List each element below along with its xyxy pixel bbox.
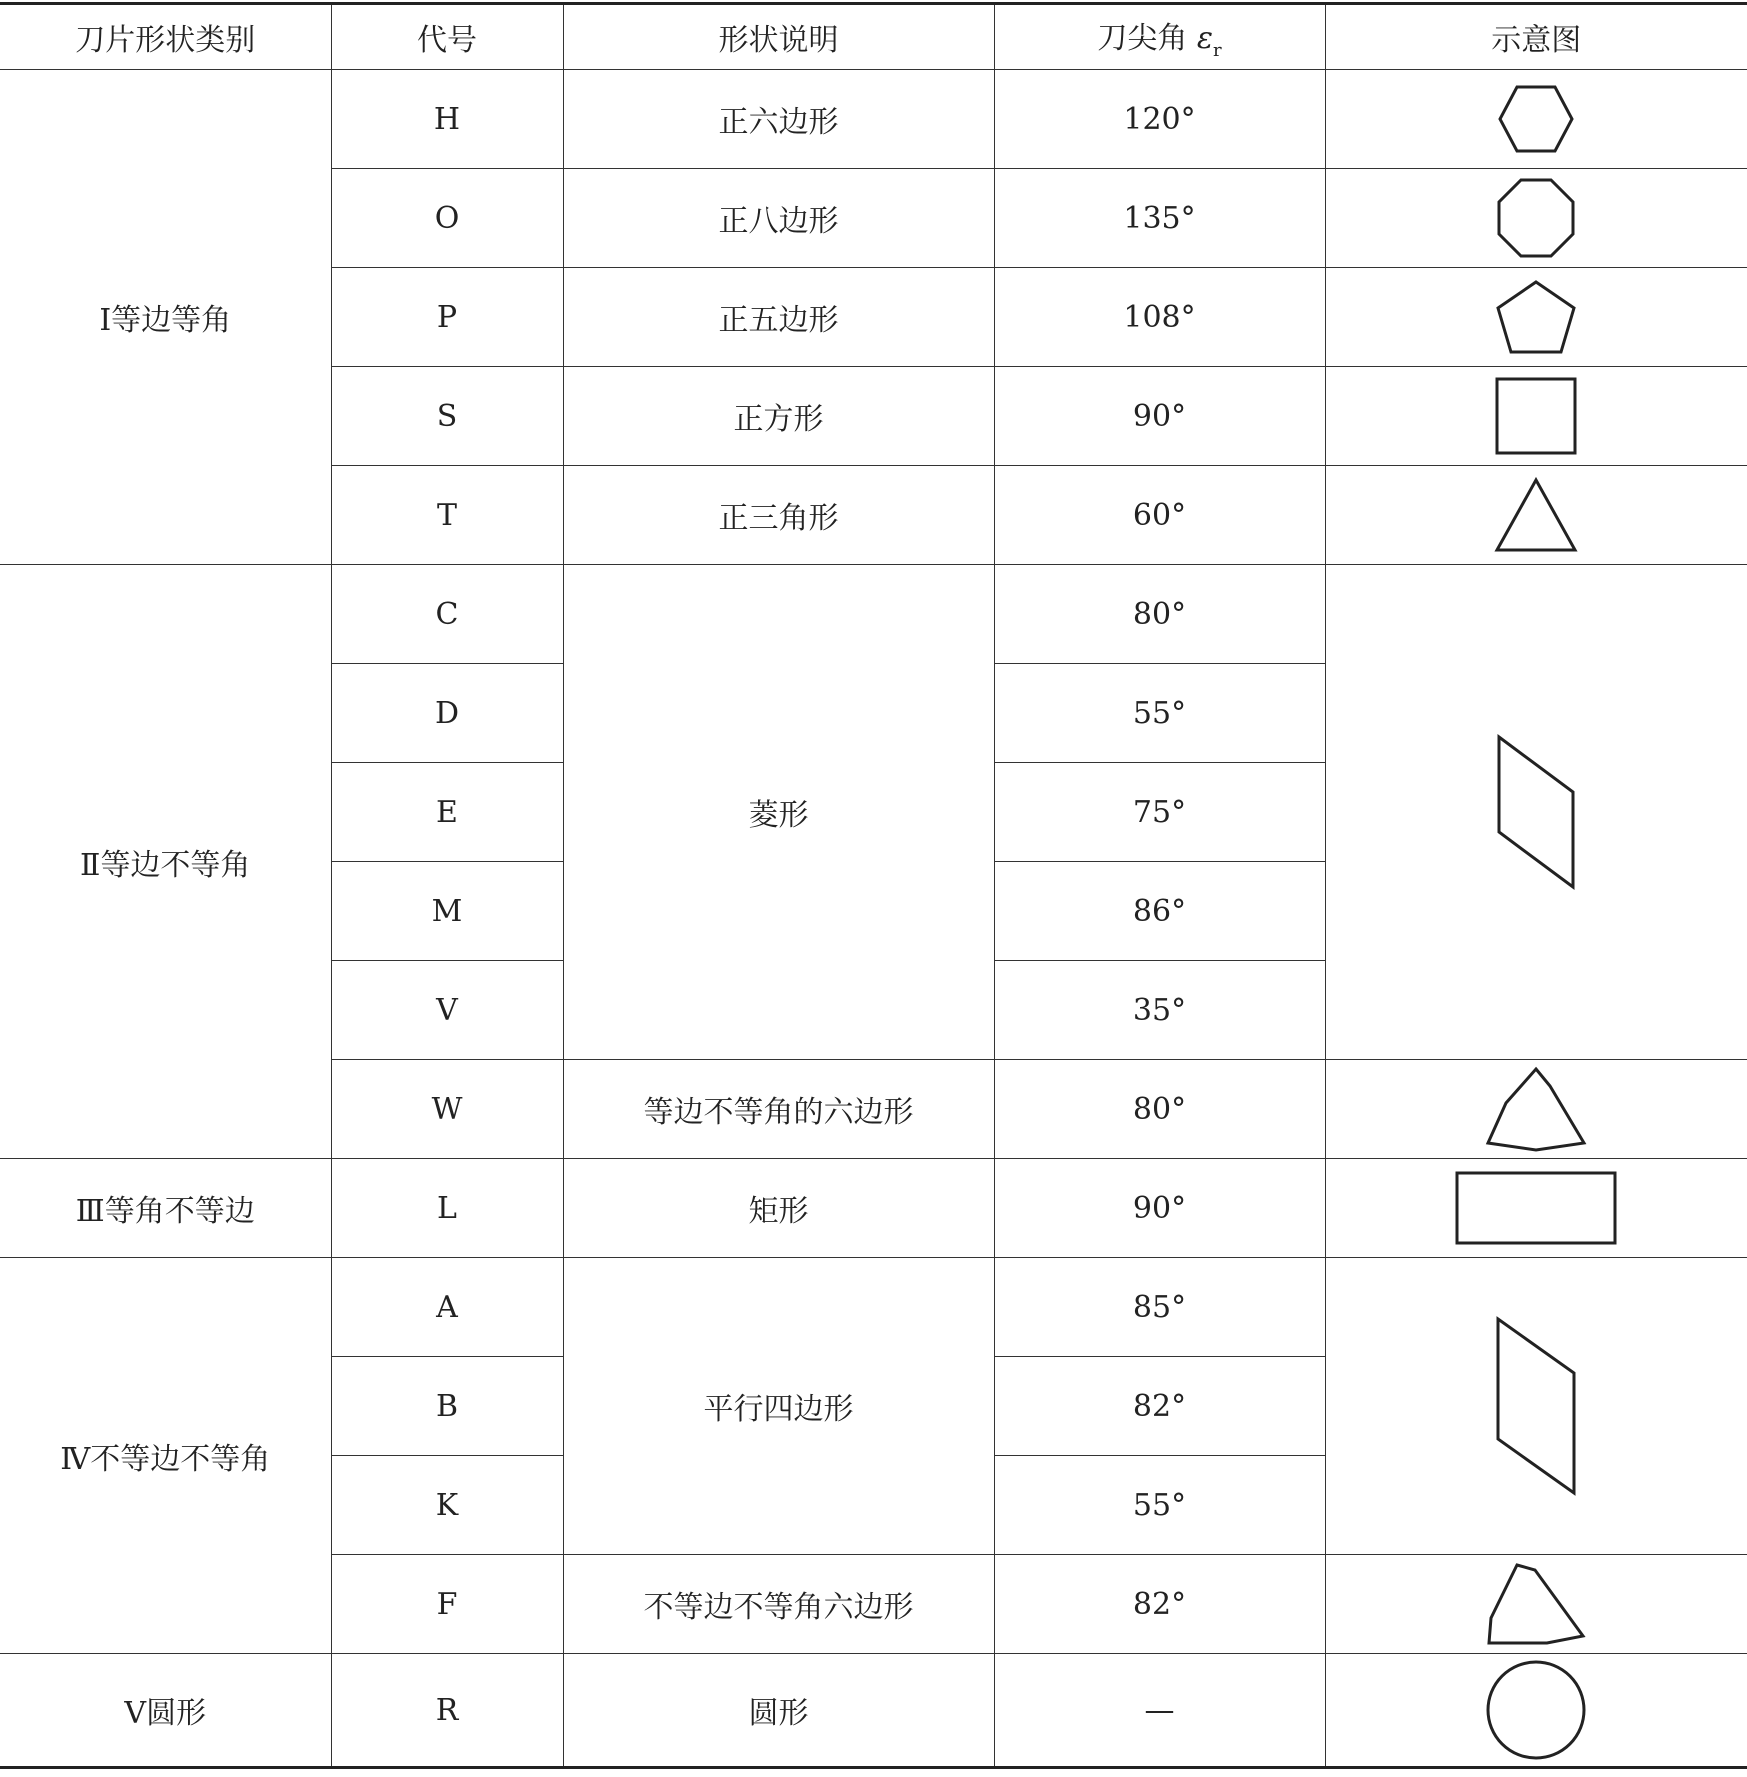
description-cell: 菱形 [563,565,994,1060]
header-row [0,4,1747,70]
header-diagram: 示意图 [1325,4,1747,70]
code-cell: M [331,862,563,961]
angle-cell: 55° [994,664,1325,763]
code-cell: C [331,565,563,664]
code-cell: E [331,763,563,862]
octagon-icon [1495,177,1577,259]
rhombus-icon [1494,734,1578,890]
table-row [0,1159,1747,1258]
category-cell: Ⅱ等边不等角 [0,565,331,1159]
code-cell: H [331,70,563,169]
trigon-icon [1484,1066,1588,1152]
code-cell: K [331,1456,563,1555]
diagram-cell [1325,565,1747,1060]
diagram-cell [1325,70,1747,169]
description-cell: 平行四边形 [563,1258,994,1555]
code-cell: R [331,1654,563,1768]
insert-shape-table [0,2,1747,1769]
angle-cell: 82° [994,1357,1325,1456]
epsilon-symbol: ε [1196,21,1214,56]
diagram-cell [1325,169,1747,268]
hexagon-icon [1496,84,1576,154]
diagram-cell [1325,466,1747,565]
category-cell: Ⅳ不等边不等角 [0,1258,331,1654]
diagram-cell [1325,367,1747,466]
diagram-cell [1325,1159,1747,1258]
table-row [0,1654,1747,1768]
angle-cell: 90° [994,1159,1325,1258]
epsilon-subscript: r [1213,40,1222,61]
angle-cell: 108° [994,268,1325,367]
header-category: 刀片形状类别 [0,4,331,70]
angle-cell: 80° [994,565,1325,664]
header-code: 代号 [331,4,563,70]
code-cell: B [331,1357,563,1456]
code-cell: P [331,268,563,367]
code-cell: O [331,169,563,268]
angle-cell: 85° [994,1258,1325,1357]
square-icon [1494,376,1578,456]
angle-cell: 120° [994,70,1325,169]
angle-cell: 82° [994,1555,1325,1654]
description-cell: 不等边不等角六边形 [563,1555,994,1654]
description-cell: 正三角形 [563,466,994,565]
rectangle-icon [1454,1170,1618,1246]
triangle-icon [1493,476,1579,554]
diagram-cell [1325,1258,1747,1555]
description-cell: 等边不等角的六边形 [563,1060,994,1159]
angle-cell: 86° [994,862,1325,961]
diagram-cell [1325,1060,1747,1159]
angle-cell: 90° [994,367,1325,466]
table-row [0,1258,1747,1357]
diagram-cell [1325,1654,1747,1768]
angle-cell: 135° [994,169,1325,268]
description-cell: 正六边形 [563,70,994,169]
code-cell: S [331,367,563,466]
circle-icon [1484,1658,1588,1762]
table-row [0,565,1747,664]
pentagon-icon [1495,279,1577,355]
parallelogram-icon [1494,1316,1578,1496]
description-cell: 正方形 [563,367,994,466]
code-cell: V [331,961,563,1060]
code-cell: F [331,1555,563,1654]
diagram-cell [1325,268,1747,367]
angle-cell: 80° [994,1060,1325,1159]
irregular-hexagon-icon [1485,1562,1587,1646]
category-cell: Ⅴ圆形 [0,1654,331,1768]
diagram-cell [1325,1555,1747,1654]
code-cell: T [331,466,563,565]
angle-cell: 55° [994,1456,1325,1555]
description-cell: 圆形 [563,1654,994,1768]
description-cell: 矩形 [563,1159,994,1258]
code-cell: D [331,664,563,763]
header-tip-angle-label: 刀尖角 [1097,21,1188,56]
code-cell: A [331,1258,563,1357]
angle-cell: 35° [994,961,1325,1060]
angle-cell: — [994,1654,1325,1768]
category-cell: Ⅰ等边等角 [0,70,331,565]
header-tip-angle [994,4,1325,70]
angle-cell: 60° [994,466,1325,565]
description-cell: 正五边形 [563,268,994,367]
code-cell: L [331,1159,563,1258]
header-description: 形状说明 [563,4,994,70]
category-cell: Ⅲ等角不等边 [0,1159,331,1258]
description-cell: 正八边形 [563,169,994,268]
code-cell: W [331,1060,563,1159]
table-row [0,70,1747,169]
angle-cell: 75° [994,763,1325,862]
